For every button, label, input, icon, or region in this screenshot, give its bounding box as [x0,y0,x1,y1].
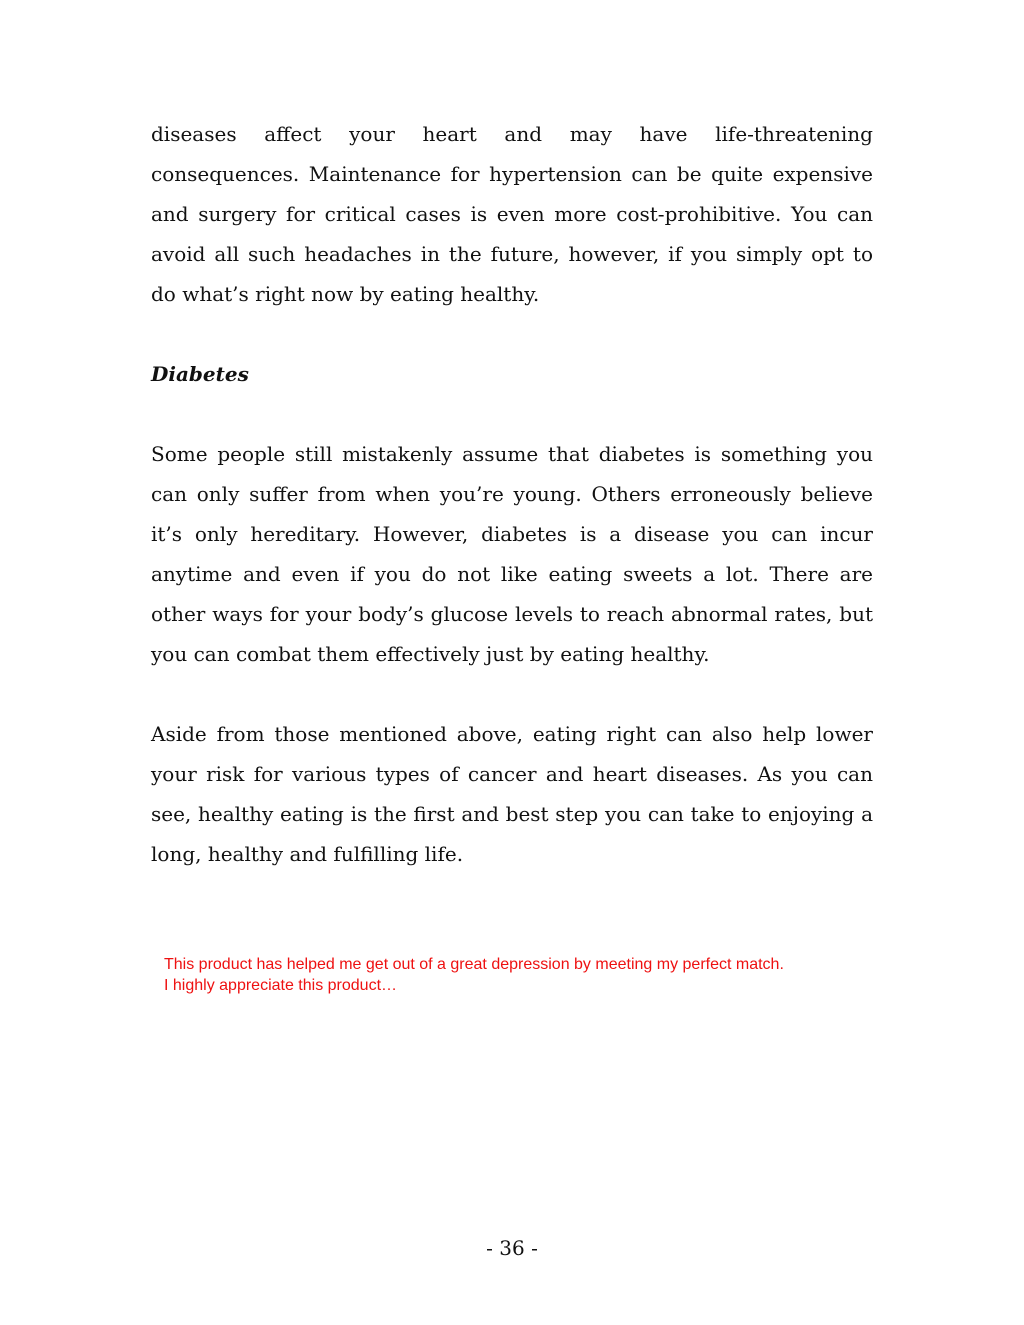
paragraph-diabetes: Some people still mistakenly assume that diabetes is something you can only suffer from when you’re young. Others erroneously believe it’s only hereditary. However, diabetes is a disease you can incur anytime and even if you do not like eating sweets a lot. There are other ways for your body’s glucose levels to reach abnormal rates, but you can combat them effectively just by eating healthy. [151,442,873,666]
page-number: - 36 - [486,1236,538,1260]
promo-annotation [164,954,884,996]
paragraph-conclusion: Aside from those mentioned above, eating right can also help lower your risk for various types of cancer and heart diseases. As you can see, healthy eating is the first and best step you can take to enjoying a long, healthy and fulfilling life. [151,722,873,866]
promo-line-1: This product has helped me get out of a great depression by meeting my perfect match. [164,956,784,973]
promo-line-2: I highly appreciate this product… [164,977,398,994]
paragraph-heart-diseases: diseases affect your heart and may have life-threatening consequences. Maintenance for hypertension can be quite expensive and surgery for critical cases is even more cost-prohibitive. You can avoid all such headaches in the future, however, if you simply opt to do what’s right now by eating healthy. [151,122,873,306]
page-body [151,114,873,914]
section-heading-diabetes: Diabetes [151,362,249,386]
